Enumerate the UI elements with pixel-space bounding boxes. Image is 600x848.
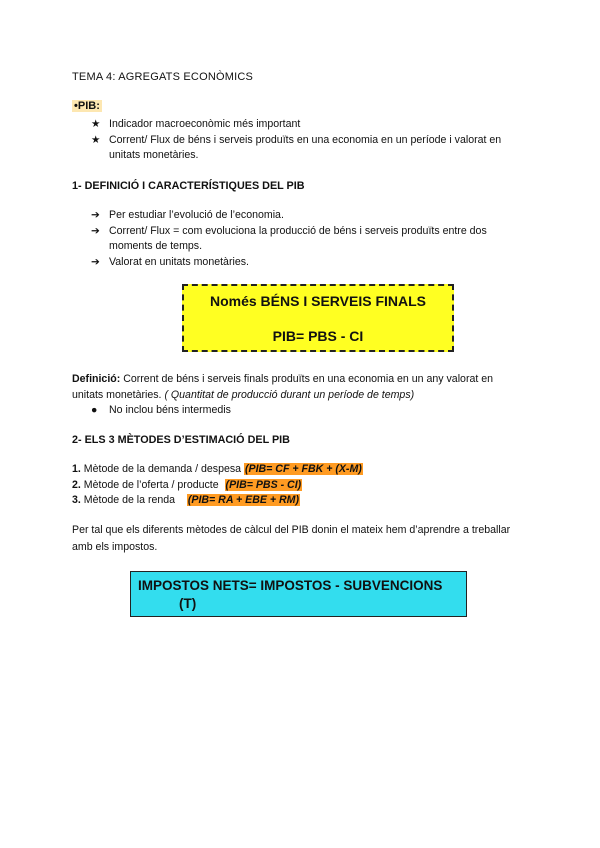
pib-list: [91, 117, 531, 164]
method-text: Mètode de l’oferta / producte: [80, 478, 225, 491]
method-item: [72, 462, 522, 478]
method-text: Mètode de la renda: [80, 494, 187, 506]
list-item-text: No inclou béns intermedis: [109, 404, 231, 416]
definition-paragraph: [72, 372, 522, 403]
section1-heading: 1- DEFINICIÓ I CARACTERÍSTIQUES DEL PIB: [72, 180, 305, 192]
callout-formula: IMPOSTOS NETS= IMPOSTOS - SUBVENCIONS: [138, 578, 443, 593]
definition-text: Corrent de béns i serveis finals produïts en una economia en un any valorat en unitats monetàries.: [72, 373, 494, 401]
page-title: TEMA 4: AGREGATS ECONÒMICS: [72, 71, 254, 83]
callout-formula: PIB= PBS - CI: [272, 328, 364, 344]
list-item-text: Indicador macroeconòmic més important: [109, 118, 301, 130]
pib-label: •PIB:: [74, 100, 100, 112]
definition-list: [91, 403, 491, 419]
list-item-text: Corrent/ Flux de béns i serveis produïts en una economia en un període i valorat en unitats monetàries.: [109, 133, 502, 161]
method-item: [72, 478, 522, 494]
bullet-dot-icon: ●: [91, 404, 98, 416]
arrow-right-icon: ➔: [91, 209, 100, 221]
definition-note: ( Quantitat de producció durant un període de temps): [161, 388, 415, 401]
list-item: [91, 403, 491, 419]
callout-line-1: Només BÉNS I SERVEIS FINALS: [209, 293, 426, 309]
list-item: [91, 208, 521, 224]
arrow-right-icon: ➔: [91, 224, 100, 237]
method-number: 3.: [72, 494, 81, 506]
method-formula: (PIB= CF + FBK + (X-M): [244, 463, 362, 475]
list-item: [91, 255, 521, 271]
arrow-right-icon: ➔: [91, 255, 100, 268]
methods-list: [72, 462, 522, 509]
list-item-text: Per estudiar l’evolució de l’economia.: [109, 209, 284, 221]
finals-callout-box: [182, 284, 454, 352]
method-formula: (PIB= RA + EBE + RM): [187, 494, 300, 506]
method-number: 1.: [72, 463, 81, 475]
section1-list: [91, 208, 521, 270]
impostos-paragraph: Per tal que els diferents mètodes de càlcul del PIB donin el mateix hem d’aprendre a treballar amb els impostos.: [72, 524, 511, 553]
star-icon: ★: [91, 118, 101, 130]
callout-symbol: (T): [179, 596, 197, 611]
method-text: Mètode de la demanda / despesa: [80, 463, 244, 475]
method-number: 2.: [72, 478, 81, 491]
list-item: [91, 133, 531, 164]
list-item: [91, 117, 531, 133]
list-item-text: Valorat en unitats monetàries.: [109, 255, 249, 268]
section2-heading: 2- ELS 3 MÈTODES D’ESTIMACIÓ DEL PIB: [72, 434, 290, 446]
method-formula: (PIB= PBS - CI): [225, 478, 302, 491]
list-item-text: Corrent/ Flux = com evoluciona la producció de béns i serveis produïts entre dos moments de temps.: [109, 224, 487, 252]
star-icon: ★: [91, 133, 101, 146]
list-item: [91, 224, 521, 255]
method-item: [72, 493, 522, 509]
impostos-callout-box: [130, 571, 467, 617]
definition-label: Definició:: [72, 373, 121, 385]
